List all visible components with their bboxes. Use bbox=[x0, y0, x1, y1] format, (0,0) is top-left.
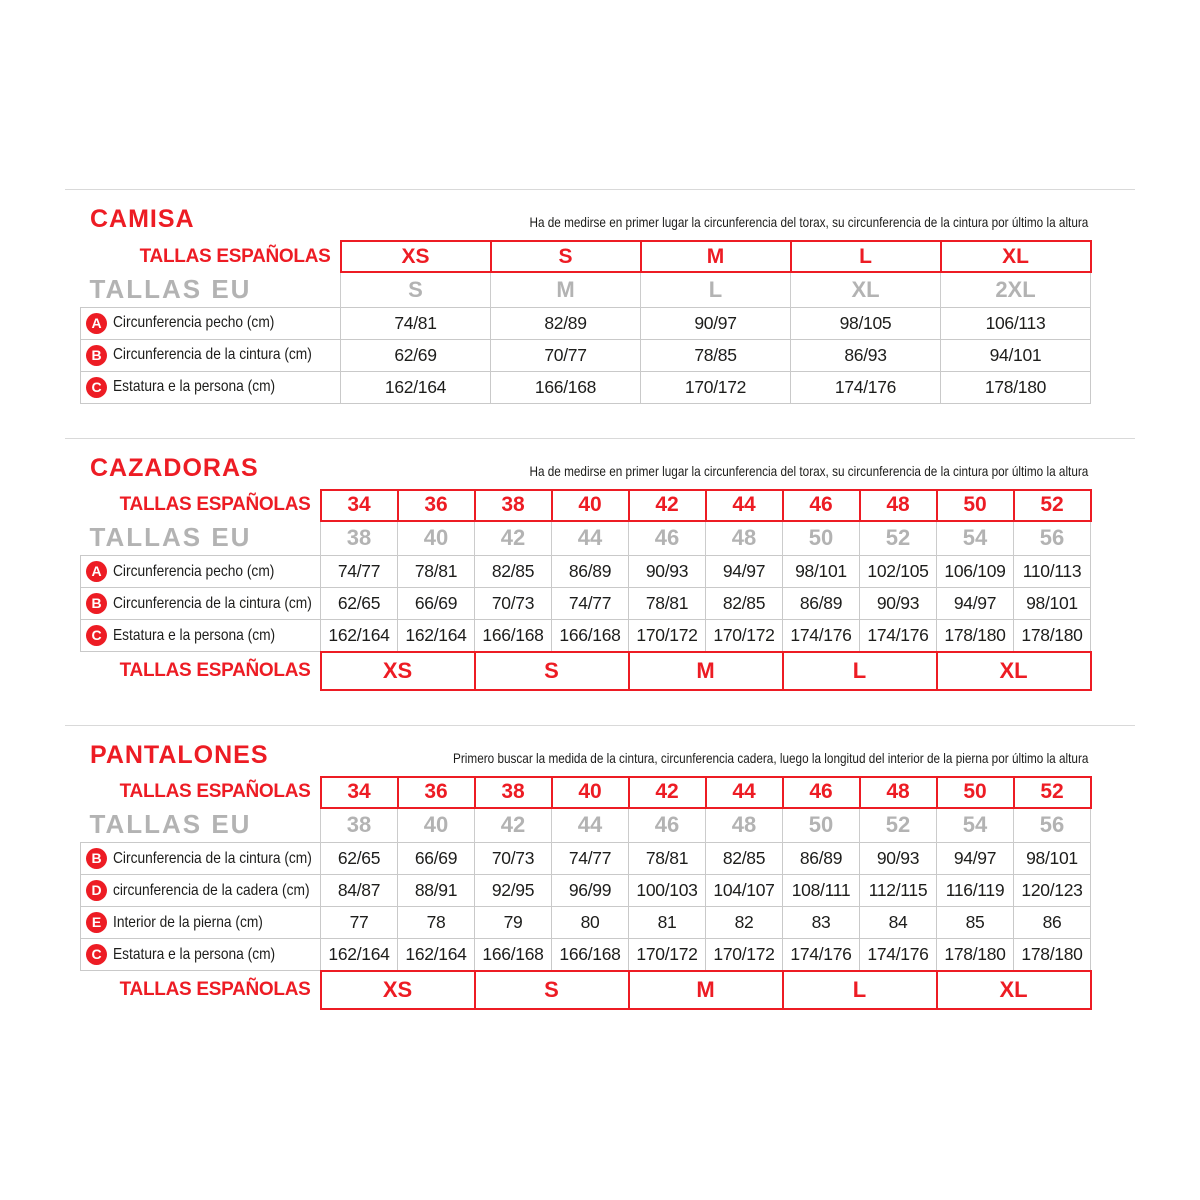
spanish-sizes-row bbox=[81, 777, 1091, 808]
measurement-value: 174/176 bbox=[860, 939, 937, 971]
measurement-value: 178/180 bbox=[1014, 620, 1091, 652]
eu-size-cell: 46 bbox=[629, 808, 706, 843]
measurement-value: 78/81 bbox=[398, 556, 475, 588]
measurement-value: 84/87 bbox=[321, 875, 398, 907]
measurement-value: 94/101 bbox=[941, 339, 1091, 371]
eu-sizes-row bbox=[81, 272, 1091, 307]
measurement-value: 174/176 bbox=[791, 371, 941, 403]
measure-instructions: Primero buscar la medida de la cintura, circunferencia cadera, luego la longitud del interior de la pierna por último la altura bbox=[452, 749, 1088, 766]
measurement-value: 84 bbox=[860, 907, 937, 939]
section-divider bbox=[65, 725, 1135, 726]
measurement-value: 74/77 bbox=[321, 556, 398, 588]
measurement-value: 92/95 bbox=[475, 875, 552, 907]
eu-size-cell: 40 bbox=[398, 521, 475, 556]
spanish-size-cell: 42 bbox=[629, 490, 706, 521]
measurement-value: 82/85 bbox=[706, 588, 783, 620]
measurement-value: 100/103 bbox=[629, 875, 706, 907]
eu-size-cell: 50 bbox=[783, 521, 860, 556]
measurement-label-cell bbox=[81, 339, 341, 371]
eu-size-cell: 52 bbox=[860, 808, 937, 843]
measurement-label: circunferencia de la cadera (cm) bbox=[113, 881, 310, 899]
measurement-value: 178/180 bbox=[1014, 939, 1091, 971]
measurement-value: 174/176 bbox=[783, 939, 860, 971]
measurement-label-cell bbox=[81, 588, 321, 620]
letter-badge-icon: C bbox=[86, 377, 107, 398]
spanish-size-cell: 44 bbox=[706, 490, 783, 521]
spanish-size-group-cell: M bbox=[629, 652, 783, 690]
spanish-size-groups-row bbox=[81, 971, 1091, 1009]
eu-size-cell: S bbox=[341, 272, 491, 307]
section-camisa bbox=[0, 189, 1200, 404]
measurement-value: 88/91 bbox=[398, 875, 475, 907]
section-title: CAMISA bbox=[90, 205, 195, 233]
measurement-value: 174/176 bbox=[783, 620, 860, 652]
eu-size-cell: L bbox=[641, 272, 791, 307]
eu-size-cell: 52 bbox=[860, 521, 937, 556]
measurement-value: 78/81 bbox=[629, 588, 706, 620]
measurement-value: 112/115 bbox=[860, 875, 937, 907]
eu-size-cell: 48 bbox=[706, 521, 783, 556]
measurement-value: 106/109 bbox=[937, 556, 1014, 588]
measurement-row bbox=[81, 556, 1091, 588]
pantalones-size-table bbox=[80, 776, 1092, 1010]
eu-size-cell: 2XL bbox=[941, 272, 1091, 307]
spanish-size-group-cell: S bbox=[475, 971, 629, 1009]
measurement-value: 96/99 bbox=[552, 875, 629, 907]
measurement-value: 178/180 bbox=[937, 939, 1014, 971]
measurement-value: 82 bbox=[706, 907, 783, 939]
measurement-value: 66/69 bbox=[398, 588, 475, 620]
spanish-size-cell: S bbox=[491, 241, 641, 272]
measurement-value: 162/164 bbox=[321, 620, 398, 652]
measurement-row bbox=[81, 371, 1091, 403]
measurement-label: Estatura e la persona (cm) bbox=[113, 626, 276, 644]
letter-badge-icon: C bbox=[86, 625, 107, 646]
measurement-label-cell bbox=[81, 907, 321, 939]
measurement-value: 110/113 bbox=[1014, 556, 1091, 588]
measurement-value: 166/168 bbox=[491, 371, 641, 403]
measurement-label-cell bbox=[81, 307, 341, 339]
measurement-value: 170/172 bbox=[706, 620, 783, 652]
measurement-label-cell bbox=[81, 939, 321, 971]
measurement-value: 166/168 bbox=[552, 939, 629, 971]
section-pantalones bbox=[0, 725, 1200, 1010]
measurement-value: 98/101 bbox=[1014, 588, 1091, 620]
letter-badge-icon: C bbox=[86, 944, 107, 965]
section-title: PANTALONES bbox=[90, 740, 269, 769]
measurement-value: 62/65 bbox=[321, 843, 398, 875]
eu-size-cell: 50 bbox=[783, 808, 860, 843]
cazadoras-size-table bbox=[80, 489, 1092, 691]
measurement-value: 94/97 bbox=[706, 556, 783, 588]
measurement-value: 86/93 bbox=[791, 339, 941, 371]
letter-badge-icon: B bbox=[86, 848, 107, 869]
measurement-value: 174/176 bbox=[860, 620, 937, 652]
measurement-value: 178/180 bbox=[941, 371, 1091, 403]
spanish-sizes-label: TALLAS ESPAÑOLAS bbox=[119, 494, 311, 515]
eu-size-cell: XL bbox=[791, 272, 941, 307]
measurement-value: 178/180 bbox=[937, 620, 1014, 652]
measurement-label: Circunferencia pecho (cm) bbox=[113, 314, 275, 331]
spanish-size-cell: 38 bbox=[475, 490, 552, 521]
measurement-value: 77 bbox=[321, 907, 398, 939]
spanish-size-cell: 48 bbox=[860, 777, 937, 808]
spanish-size-cell: 50 bbox=[937, 777, 1014, 808]
spanish-size-cell: 34 bbox=[321, 777, 398, 808]
measurement-label-cell bbox=[81, 875, 321, 907]
measurement-value: 86/89 bbox=[552, 556, 629, 588]
spanish-size-cell: 50 bbox=[937, 490, 1014, 521]
measurement-label-cell bbox=[81, 556, 321, 588]
measurement-value: 98/101 bbox=[1014, 843, 1091, 875]
eu-size-cell: 42 bbox=[475, 808, 552, 843]
measurement-value: 90/93 bbox=[860, 843, 937, 875]
camisa-size-table bbox=[80, 240, 1092, 404]
measurement-label-cell bbox=[81, 843, 321, 875]
measurement-label: Estatura e la persona (cm) bbox=[113, 945, 276, 963]
measurement-value: 82/89 bbox=[491, 307, 641, 339]
measurement-row bbox=[81, 339, 1091, 371]
measurement-label-cell bbox=[81, 371, 341, 403]
measurement-value: 86 bbox=[1014, 907, 1091, 939]
eu-size-cell: 44 bbox=[552, 808, 629, 843]
measurement-value: 85 bbox=[937, 907, 1014, 939]
letter-badge-icon: A bbox=[86, 313, 107, 334]
spanish-sizes-row bbox=[81, 241, 1091, 272]
measurement-row bbox=[81, 620, 1091, 652]
spanish-size-cell: 42 bbox=[629, 777, 706, 808]
measurement-value: 162/164 bbox=[321, 939, 398, 971]
measurement-value: 82/85 bbox=[475, 556, 552, 588]
eu-sizes-row bbox=[81, 521, 1091, 556]
eu-sizes-label: TALLAS EU bbox=[89, 522, 252, 553]
eu-size-cell: 46 bbox=[629, 521, 706, 556]
measurement-value: 162/164 bbox=[398, 939, 475, 971]
measure-instructions: Ha de medirse en primer lugar la circunferencia del torax, su circunferencia de la cintura por último la altura bbox=[529, 214, 1088, 230]
measurement-value: 166/168 bbox=[475, 939, 552, 971]
spanish-sizes-label: TALLAS ESPAÑOLAS bbox=[119, 659, 311, 681]
measurement-value: 70/73 bbox=[475, 588, 552, 620]
measurement-value: 62/69 bbox=[341, 339, 491, 371]
measurement-value: 62/65 bbox=[321, 588, 398, 620]
eu-sizes-label: TALLAS EU bbox=[89, 273, 252, 304]
spanish-size-cell: M bbox=[641, 241, 791, 272]
letter-badge-icon: E bbox=[86, 912, 107, 933]
spanish-size-groups-row bbox=[81, 652, 1091, 690]
measurement-value: 120/123 bbox=[1014, 875, 1091, 907]
measurement-value: 90/97 bbox=[641, 307, 791, 339]
eu-size-cell: 38 bbox=[321, 808, 398, 843]
measurement-value: 86/89 bbox=[783, 588, 860, 620]
measurement-value: 78 bbox=[398, 907, 475, 939]
measurement-row bbox=[81, 588, 1091, 620]
spanish-size-cell: 44 bbox=[706, 777, 783, 808]
spanish-size-group-cell: L bbox=[783, 971, 937, 1009]
eu-size-cell: 44 bbox=[552, 521, 629, 556]
measurement-value: 162/164 bbox=[341, 371, 491, 403]
eu-size-cell: 54 bbox=[937, 521, 1014, 556]
section-divider bbox=[65, 438, 1135, 439]
spanish-size-cell: 52 bbox=[1014, 777, 1091, 808]
spanish-sizes-label: TALLAS ESPAÑOLAS bbox=[119, 781, 311, 802]
spanish-size-group-cell: M bbox=[629, 971, 783, 1009]
measurement-value: 79 bbox=[475, 907, 552, 939]
section-header bbox=[90, 742, 1088, 768]
measurement-value: 102/105 bbox=[860, 556, 937, 588]
measurement-value: 70/77 bbox=[491, 339, 641, 371]
spanish-size-cell: 48 bbox=[860, 490, 937, 521]
measurement-value: 106/113 bbox=[941, 307, 1091, 339]
measurement-value: 90/93 bbox=[860, 588, 937, 620]
measurement-row bbox=[81, 307, 1091, 339]
spanish-size-group-cell: XS bbox=[321, 971, 475, 1009]
spanish-size-cell: 36 bbox=[398, 777, 475, 808]
section-header bbox=[90, 455, 1088, 481]
measure-instructions: Ha de medirse en primer lugar la circunferencia del torax, su circunferencia de la cintura por último la altura bbox=[529, 462, 1088, 479]
section-divider bbox=[65, 189, 1135, 190]
spanish-size-cell: 34 bbox=[321, 490, 398, 521]
spanish-sizes-label: TALLAS ESPAÑOLAS bbox=[139, 245, 331, 267]
eu-size-cell: 38 bbox=[321, 521, 398, 556]
letter-badge-icon: D bbox=[86, 880, 107, 901]
measurement-value: 166/168 bbox=[475, 620, 552, 652]
measurement-value: 66/69 bbox=[398, 843, 475, 875]
eu-sizes-label: TALLAS EU bbox=[89, 809, 252, 840]
eu-size-cell: 56 bbox=[1014, 808, 1091, 843]
measurement-label: Circunferencia de la cintura (cm) bbox=[113, 594, 312, 612]
measurement-label-cell bbox=[81, 620, 321, 652]
measurement-value: 82/85 bbox=[706, 843, 783, 875]
spanish-size-group-cell: XS bbox=[321, 652, 475, 690]
measurement-label: Circunferencia de la cintura (cm) bbox=[113, 346, 312, 363]
measurement-row bbox=[81, 843, 1091, 875]
letter-badge-icon: B bbox=[86, 345, 107, 366]
spanish-size-cell: 52 bbox=[1014, 490, 1091, 521]
measurement-value: 74/77 bbox=[552, 843, 629, 875]
spanish-size-group-cell: XL bbox=[937, 652, 1091, 690]
spanish-size-cell: XL bbox=[941, 241, 1091, 272]
spanish-size-cell: 46 bbox=[783, 777, 860, 808]
spanish-size-cell: 40 bbox=[552, 777, 629, 808]
measurement-value: 170/172 bbox=[629, 620, 706, 652]
eu-size-cell: 48 bbox=[706, 808, 783, 843]
spanish-sizes-label: TALLAS ESPAÑOLAS bbox=[119, 978, 311, 1000]
eu-size-cell: 54 bbox=[937, 808, 1014, 843]
measurement-value: 170/172 bbox=[706, 939, 783, 971]
measurement-value: 166/168 bbox=[552, 620, 629, 652]
letter-badge-icon: B bbox=[86, 593, 107, 614]
spanish-size-cell: XS bbox=[341, 241, 491, 272]
measurement-value: 86/89 bbox=[783, 843, 860, 875]
measurement-value: 90/93 bbox=[629, 556, 706, 588]
eu-size-cell: 42 bbox=[475, 521, 552, 556]
section-title: CAZADORAS bbox=[90, 453, 259, 482]
spanish-sizes-row bbox=[81, 490, 1091, 521]
measurement-value: 94/97 bbox=[937, 843, 1014, 875]
measurement-value: 98/101 bbox=[783, 556, 860, 588]
eu-size-cell: M bbox=[491, 272, 641, 307]
measurement-value: 116/119 bbox=[937, 875, 1014, 907]
eu-sizes-row bbox=[81, 808, 1091, 843]
eu-size-cell: 40 bbox=[398, 808, 475, 843]
spanish-size-cell: 40 bbox=[552, 490, 629, 521]
eu-size-cell: 56 bbox=[1014, 521, 1091, 556]
measurement-row bbox=[81, 875, 1091, 907]
spanish-size-cell: 46 bbox=[783, 490, 860, 521]
measurement-value: 108/111 bbox=[783, 875, 860, 907]
spanish-size-group-cell: L bbox=[783, 652, 937, 690]
measurement-value: 80 bbox=[552, 907, 629, 939]
measurement-label: Interior de la pierna (cm) bbox=[113, 913, 263, 931]
measurement-value: 104/107 bbox=[706, 875, 783, 907]
spanish-size-cell: 38 bbox=[475, 777, 552, 808]
measurement-value: 78/81 bbox=[629, 843, 706, 875]
spanish-size-group-cell: S bbox=[475, 652, 629, 690]
section-header bbox=[90, 206, 1088, 232]
measurement-label: Estatura e la persona (cm) bbox=[113, 378, 276, 395]
measurement-value: 94/97 bbox=[937, 588, 1014, 620]
measurement-label: Circunferencia de la cintura (cm) bbox=[113, 849, 312, 867]
measurement-value: 98/105 bbox=[791, 307, 941, 339]
measurement-value: 83 bbox=[783, 907, 860, 939]
measurement-value: 162/164 bbox=[398, 620, 475, 652]
measurement-value: 74/77 bbox=[552, 588, 629, 620]
measurement-label: Circunferencia pecho (cm) bbox=[113, 562, 275, 580]
measurement-row bbox=[81, 907, 1091, 939]
measurement-value: 81 bbox=[629, 907, 706, 939]
spanish-size-group-cell: XL bbox=[937, 971, 1091, 1009]
measurement-value: 170/172 bbox=[641, 371, 791, 403]
section-cazadoras bbox=[0, 438, 1200, 691]
measurement-value: 78/85 bbox=[641, 339, 791, 371]
measurement-value: 70/73 bbox=[475, 843, 552, 875]
spanish-size-cell: L bbox=[791, 241, 941, 272]
measurement-row bbox=[81, 939, 1091, 971]
spanish-size-cell: 36 bbox=[398, 490, 475, 521]
letter-badge-icon: A bbox=[86, 561, 107, 582]
measurement-value: 170/172 bbox=[629, 939, 706, 971]
measurement-value: 74/81 bbox=[341, 307, 491, 339]
